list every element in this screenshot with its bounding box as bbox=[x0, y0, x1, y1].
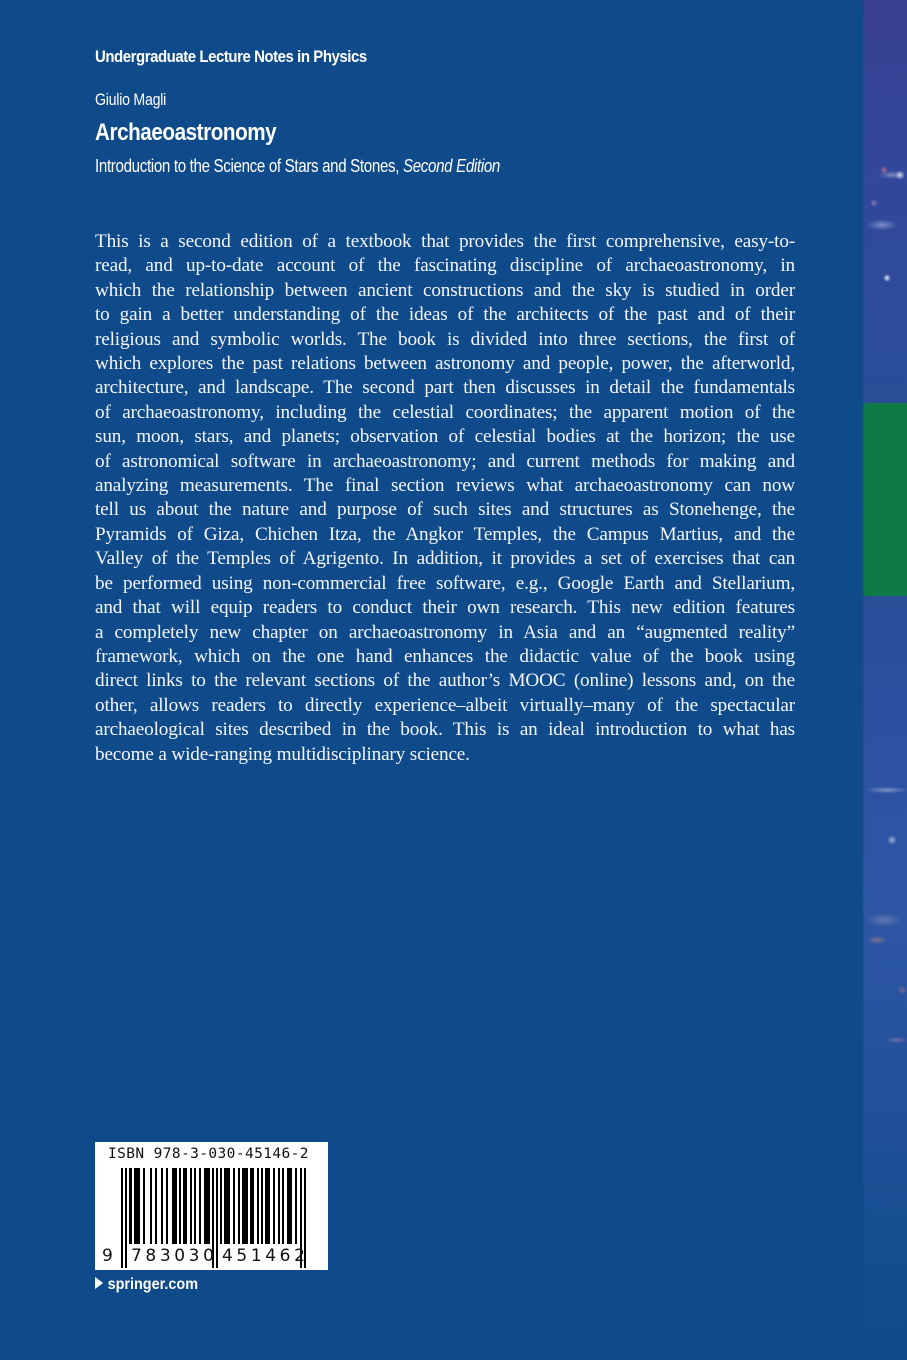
book-subtitle bbox=[95, 156, 500, 177]
description-line: which explores the past relations between astronomy and people, power, the afterworld, bbox=[95, 353, 795, 375]
description-line: and that will equip readers to conduct their own research. This new edition features bbox=[95, 597, 795, 619]
spine-green-band bbox=[862, 403, 907, 596]
description-line: of archaeoastronomy, including the celestial coordinates; the apparent motion of the bbox=[95, 401, 795, 423]
barcode-left-digits: 783030 bbox=[131, 1246, 218, 1266]
description-line: read, and up-to-date account of the fascinating discipline of archaeoastronomy, in bbox=[95, 255, 795, 277]
springer-link-label: springer.com bbox=[107, 1276, 199, 1293]
description-line: which the relationship between ancient constructions and the sky is studied in order bbox=[95, 279, 795, 301]
isbn-label: ISBN 978-3-030-45146-2 bbox=[108, 1146, 309, 1162]
description-line: Valley of the Temples of Agrigento. In addition, it provides a set of exercises that can bbox=[95, 548, 795, 570]
book-description bbox=[95, 230, 795, 767]
description-line: become a wide-ranging multidisciplinary science. bbox=[95, 743, 470, 765]
description-line: other, allows readers to directly experience–albeit virtually–many of the spectacular bbox=[95, 694, 795, 716]
description-line: architecture, and landscape. The second part then discusses in detail the fundamentals bbox=[95, 377, 795, 399]
description-line: direct links to the relevant sections of the author’s MOOC (online) lessons and, on the bbox=[95, 670, 795, 692]
description-line: religious and symbolic worlds. The book is divided into three sections, the first of bbox=[95, 328, 795, 350]
series-title: Undergraduate Lecture Notes in Physics bbox=[95, 47, 367, 66]
spine-edge-shadow bbox=[862, 0, 865, 1360]
description-line: This is a second edition of a textbook that provides the first comprehensive, easy-to- bbox=[95, 231, 795, 252]
description-line: a completely new chapter on archaeoastronomy in Asia and an “augmented reality” bbox=[95, 621, 795, 643]
description-line: Pyramids of Giza, Chichen Itza, the Angkor Temples, the Campus Martius, and the bbox=[95, 523, 795, 545]
description-line: analyzing measurements. The final section reviews what archaeoastronomy can now bbox=[95, 475, 795, 497]
description-line: framework, which on the one hand enhances the didactic value of the book using bbox=[95, 645, 795, 667]
springer-link[interactable] bbox=[95, 1276, 198, 1294]
barcode-right-digits: 451462 bbox=[222, 1246, 309, 1266]
description-line: tell us about the nature and purpose of such sites and structures as Stonehenge, the bbox=[95, 499, 795, 521]
author-name: Giulio Magli bbox=[95, 91, 167, 109]
spine-photo-strip bbox=[862, 0, 907, 1360]
barcode-lead-digit: 9 bbox=[102, 1246, 117, 1266]
edition-label: Second Edition bbox=[402, 156, 500, 176]
description-line: archaeological sites described in the book. This is an ideal introduction to what has bbox=[95, 719, 795, 741]
description-line: be performed using non-commercial free software, e.g., Google Earth and Stellarium, bbox=[95, 572, 795, 594]
book-title: Archaeoastronomy bbox=[95, 119, 277, 146]
description-line: to gain a better understanding of the ideas of the architects of the past and of their bbox=[95, 304, 795, 326]
triangle-right-icon bbox=[95, 1277, 103, 1289]
description-line: of astronomical software in archaeoastronomy; and current methods for making and bbox=[95, 450, 795, 472]
description-line: sun, moon, stars, and planets; observation of celestial bodies at the horizon; the use bbox=[95, 426, 795, 448]
subtitle-text: Introduction to the Science of Stars and Stones, bbox=[95, 156, 403, 176]
isbn-barcode bbox=[95, 1142, 328, 1270]
